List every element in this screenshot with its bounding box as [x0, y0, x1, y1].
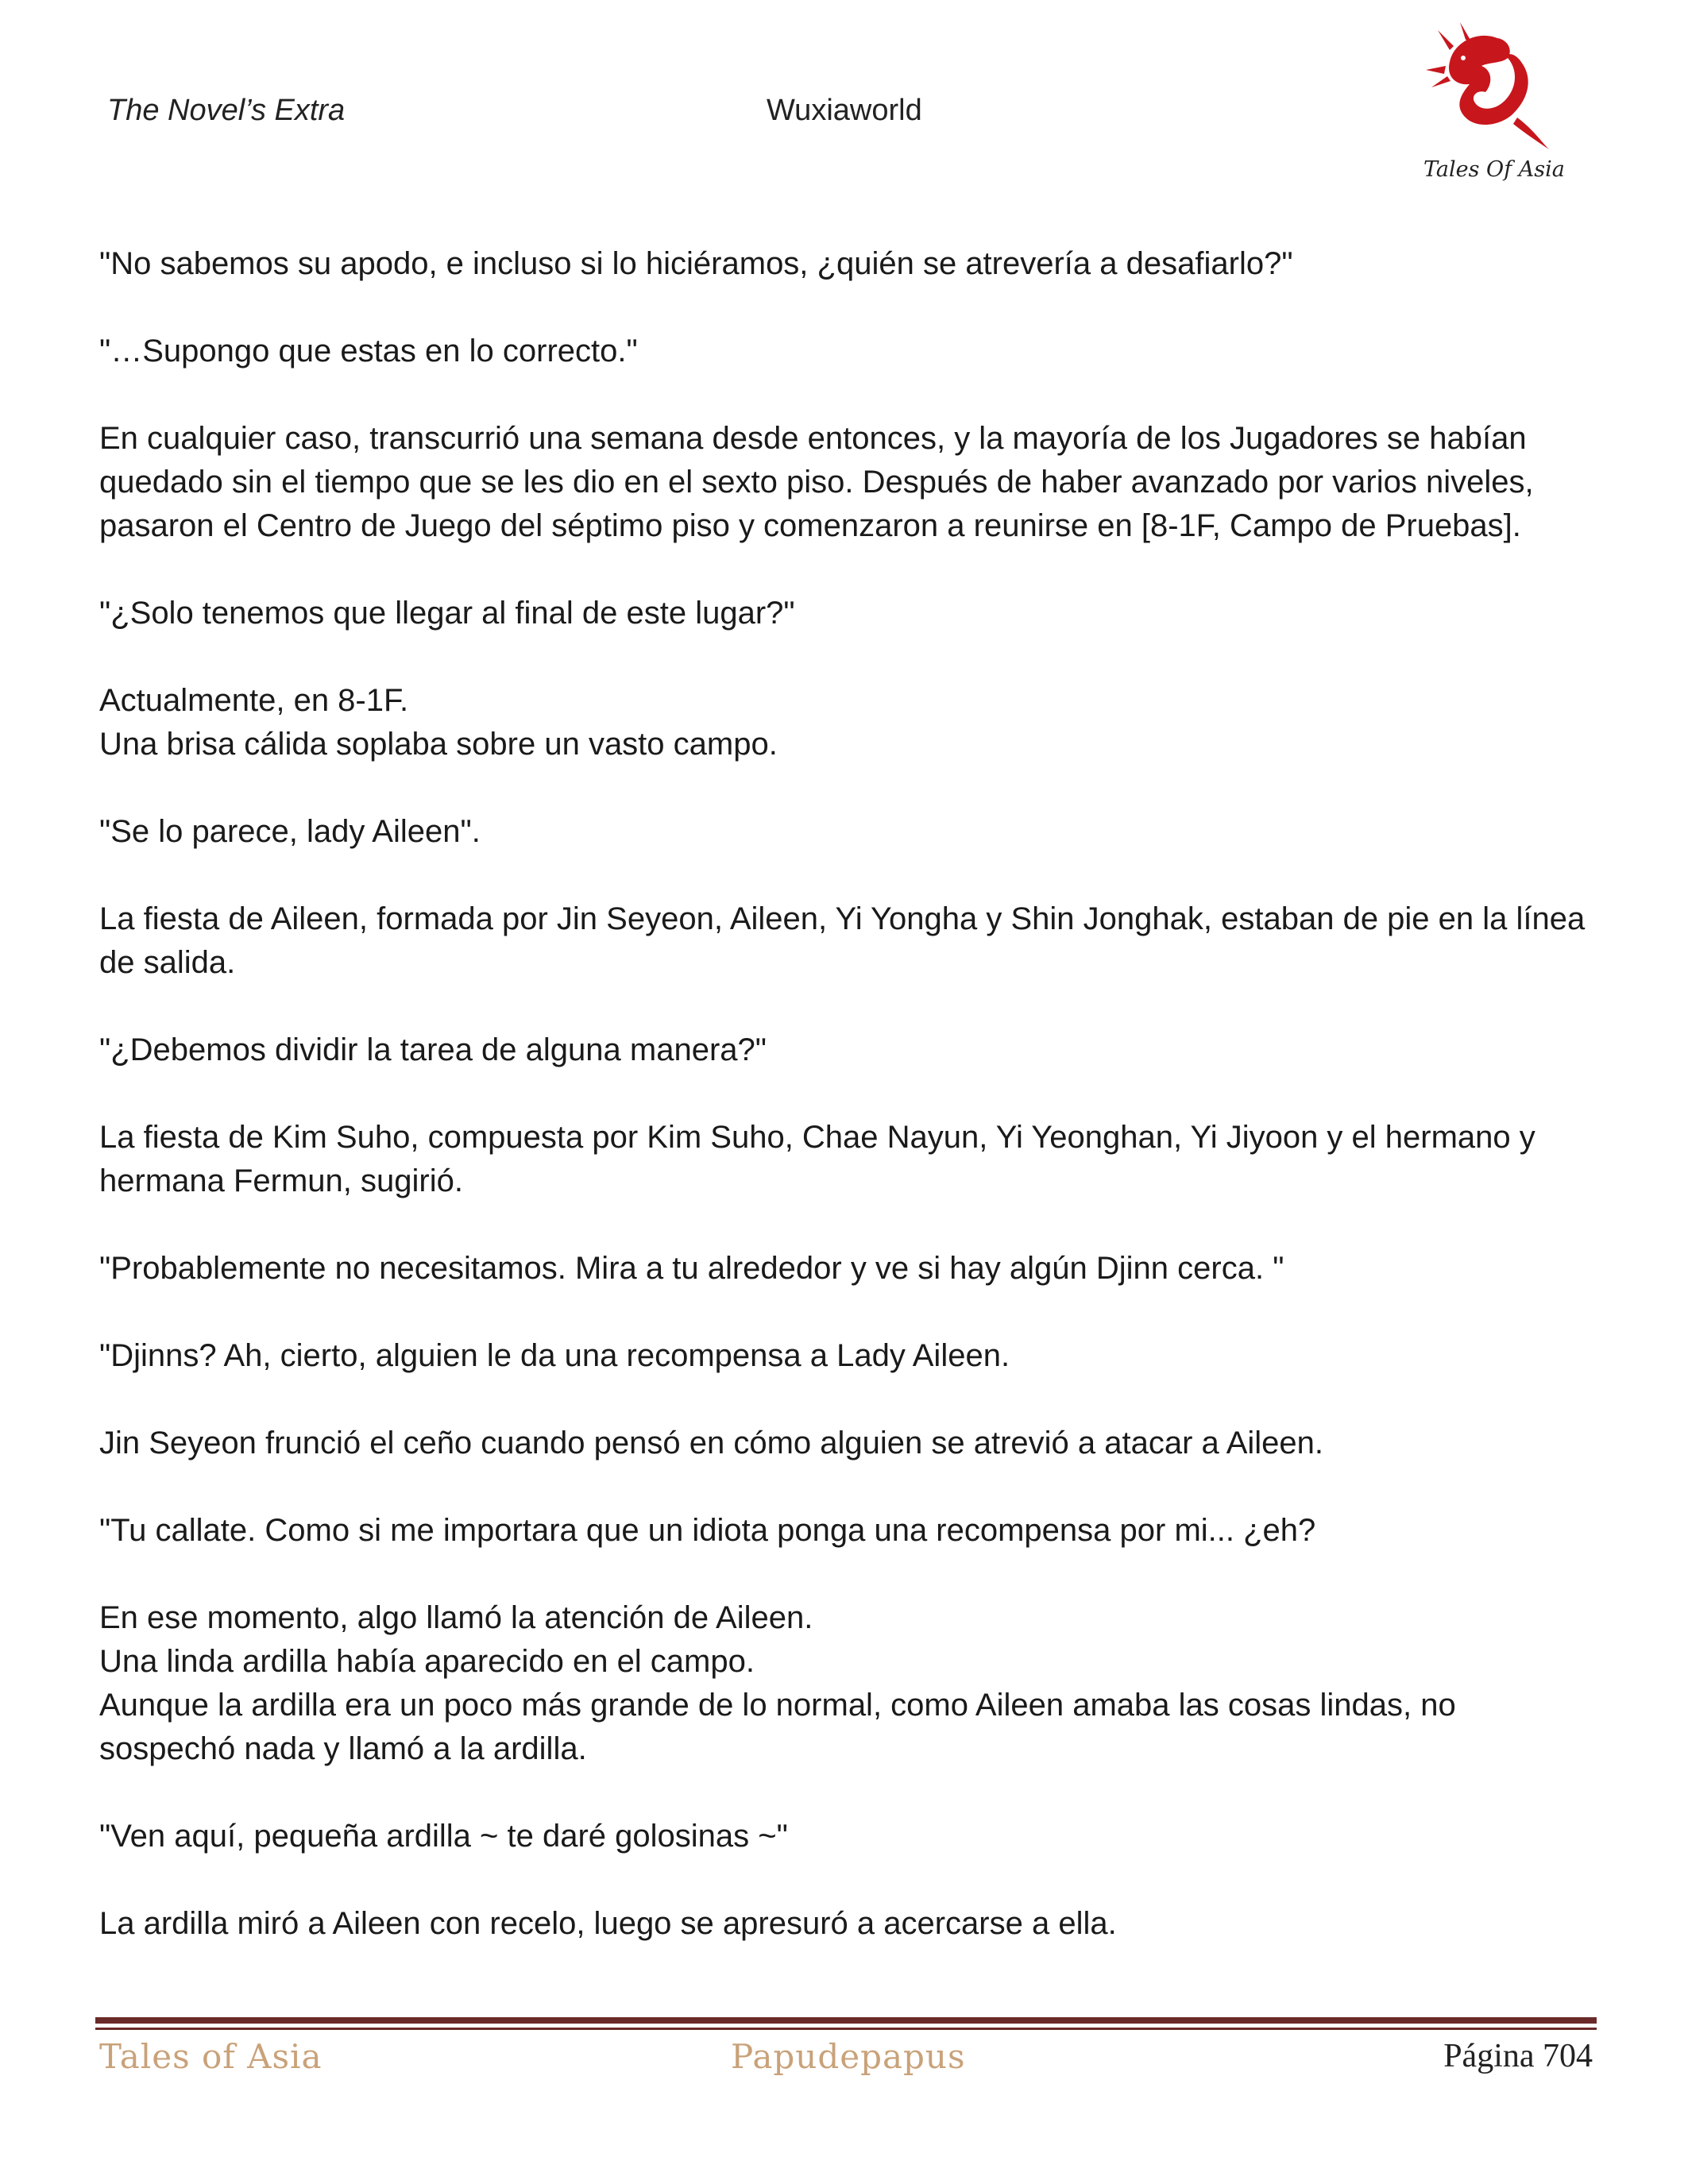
- footer-rule-thin: [95, 2028, 1597, 2030]
- paragraph: "Se lo parece, lady Aileen".: [99, 814, 481, 849]
- book-title: The Novel’s Extra: [107, 94, 346, 127]
- paragraph: Jin Seyeon frunció el ceño cuando pensó en cómo alguien se atrevió a atacar a Aileen.: [99, 1426, 1324, 1461]
- paragraph: "¿Solo tenemos que llegar al final de este lugar?": [99, 596, 795, 631]
- logo-text: Tales Of Asia: [1423, 157, 1565, 182]
- paragraph: En ese momento, algo llamó la atención de Aileen. Una linda ardilla había aparecido en el campo. Aunque la ardilla era un poco más grande de lo normal, como Aileen amaba las cosas lindas, no sospechó nada y llamó a la ardilla.: [99, 1600, 1456, 1766]
- paragraph: "Djinns? Ah, cierto, alguien le da una recompensa a Lady Aileen.: [99, 1338, 1010, 1373]
- footer-translator: Papudepapus: [731, 2037, 966, 2076]
- footer-publisher: Tales of Asia: [99, 2037, 323, 2076]
- paragraph: "Probablemente no necesitamos. Mira a tu alrededor y ve si hay algún Djinn cerca. ": [99, 1251, 1284, 1286]
- paragraph: Actualmente, en 8-1F. Una brisa cálida soplaba sobre un vasto campo.: [99, 683, 778, 762]
- paragraph: "No sabemos su apodo, e incluso si lo hiciéramos, ¿quién se atrevería a desafiarlo?": [99, 246, 1293, 281]
- tales-of-asia-logo: [1422, 22, 1565, 189]
- chapter-body: [99, 242, 1601, 1989]
- footer-rule: [95, 2017, 1597, 2024]
- paragraph: La fiesta de Aileen, formada por Jin Seyeon, Aileen, Yi Yongha y Shin Jonghak, estaban de pie en la línea de salida.: [99, 901, 1586, 980]
- paragraph: "Ven aquí, pequeña ardilla ~ te daré golosinas ~": [99, 1819, 788, 1854]
- paragraph: "¿Debemos dividir la tarea de alguna manera?": [99, 1032, 767, 1067]
- paragraph: En cualquier caso, transcurrió una semana desde entonces, y la mayoría de los Jugadores se habían quedado sin el tiempo que se les dio en el sexto piso. Después de haber avanzado por varios niveles, pasaron el Centro de Juego del séptimo piso y comenzaron a reunirse en [8-1F, Campo de Pruebas].: [99, 421, 1534, 543]
- paragraph: La fiesta de Kim Suho, compuesta por Kim Suho, Chae Nayun, Yi Yeonghan, Yi Jiyoon y el hermano y hermana Fermun, sugirió.: [99, 1120, 1535, 1198]
- site-name: Wuxiaworld: [767, 94, 922, 127]
- page-number: Página 704: [1443, 2038, 1593, 2074]
- paragraph: "Tu callate. Como si me importara que un idiota ponga una recompensa por mi... ¿eh?: [99, 1513, 1316, 1548]
- paragraph: "…Supongo que estas en lo correcto.": [99, 334, 638, 369]
- paragraph: La ardilla miró a Aileen con recelo, luego se apresuró a acercarse a ella.: [99, 1906, 1117, 1941]
